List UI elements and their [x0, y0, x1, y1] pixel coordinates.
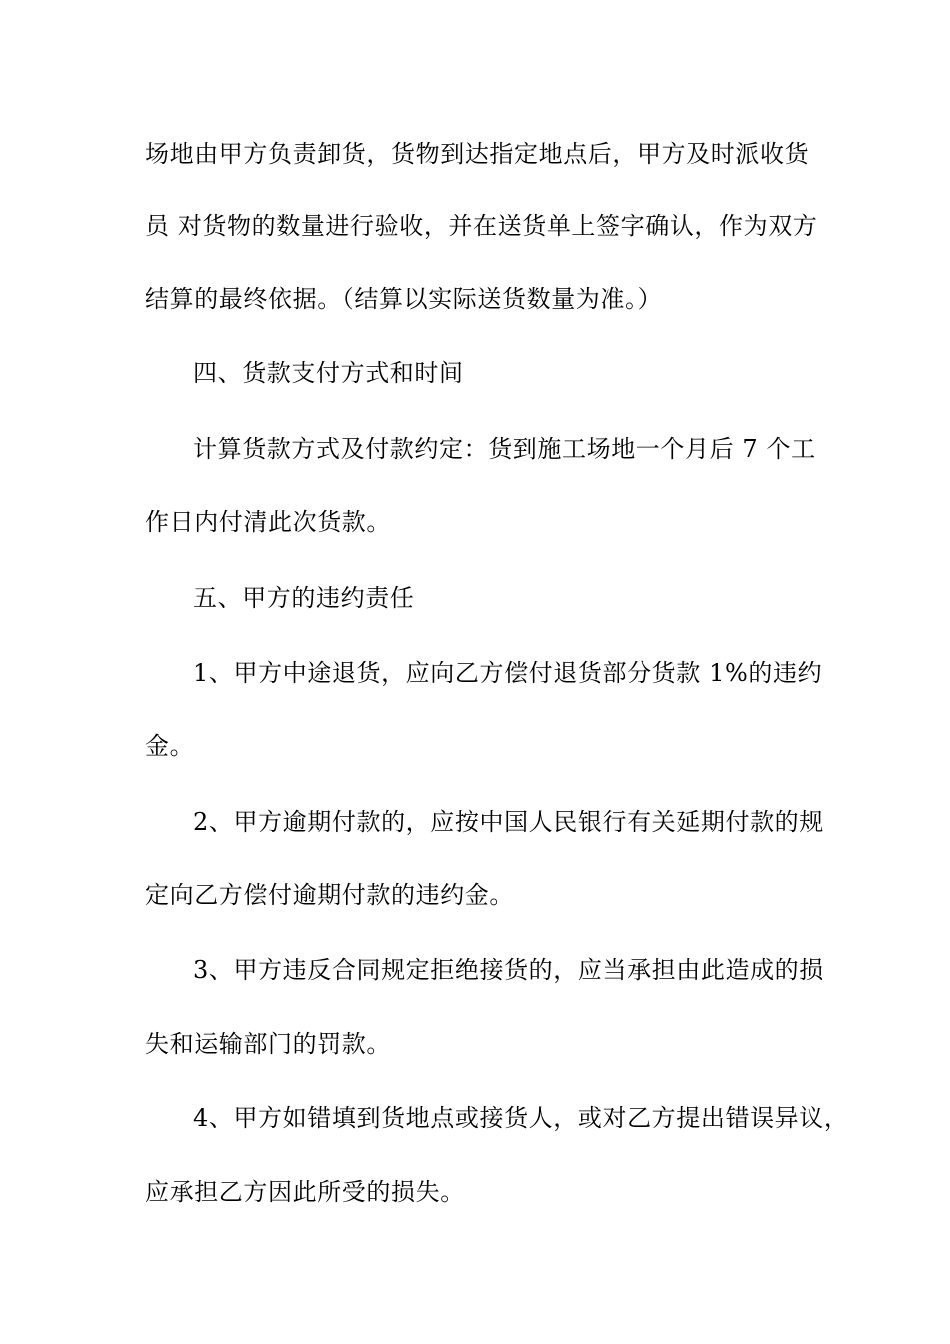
text-line: 计算货款方式及付款约定：货到施工场地一个月后 7 个工 [193, 435, 816, 463]
text-line: 场地由甲方负责卸货，货物到达指定地点后，甲方及时派收货 [145, 140, 810, 168]
text-line: 2、甲方逾期付款的，应按中国人民银行有关延期付款的规 [193, 808, 824, 836]
text-line: 4、甲方如错填到货地点或接货人，或对乙方提出错误异议， [193, 1104, 849, 1132]
text-line: 作日内付清此次货款。 [145, 508, 391, 536]
section-heading: 五、甲方的违约责任 [193, 584, 415, 612]
section-heading: 四、货款支付方式和时间 [193, 359, 464, 387]
text-line: 定向乙方偿付逾期付款的违约金。 [145, 881, 514, 909]
text-line: 3、甲方违反合同规定拒绝接货的，应当承担由此造成的损 [193, 956, 824, 984]
text-line: 员 对货物的数量进行验收，并在送货单上签字确认，作为双方 [145, 212, 818, 240]
text-line: 应承担乙方因此所受的损失。 [145, 1178, 465, 1206]
text-line: 金。 [145, 732, 195, 760]
text-line: 1、甲方中途退货，应向乙方偿付退货部分货款 1%的违约 [193, 659, 823, 687]
text-line: 结算的最终依据。（结算以实际送货数量为准。） [145, 285, 663, 313]
text-line: 失和运输部门的罚款。 [145, 1030, 391, 1058]
